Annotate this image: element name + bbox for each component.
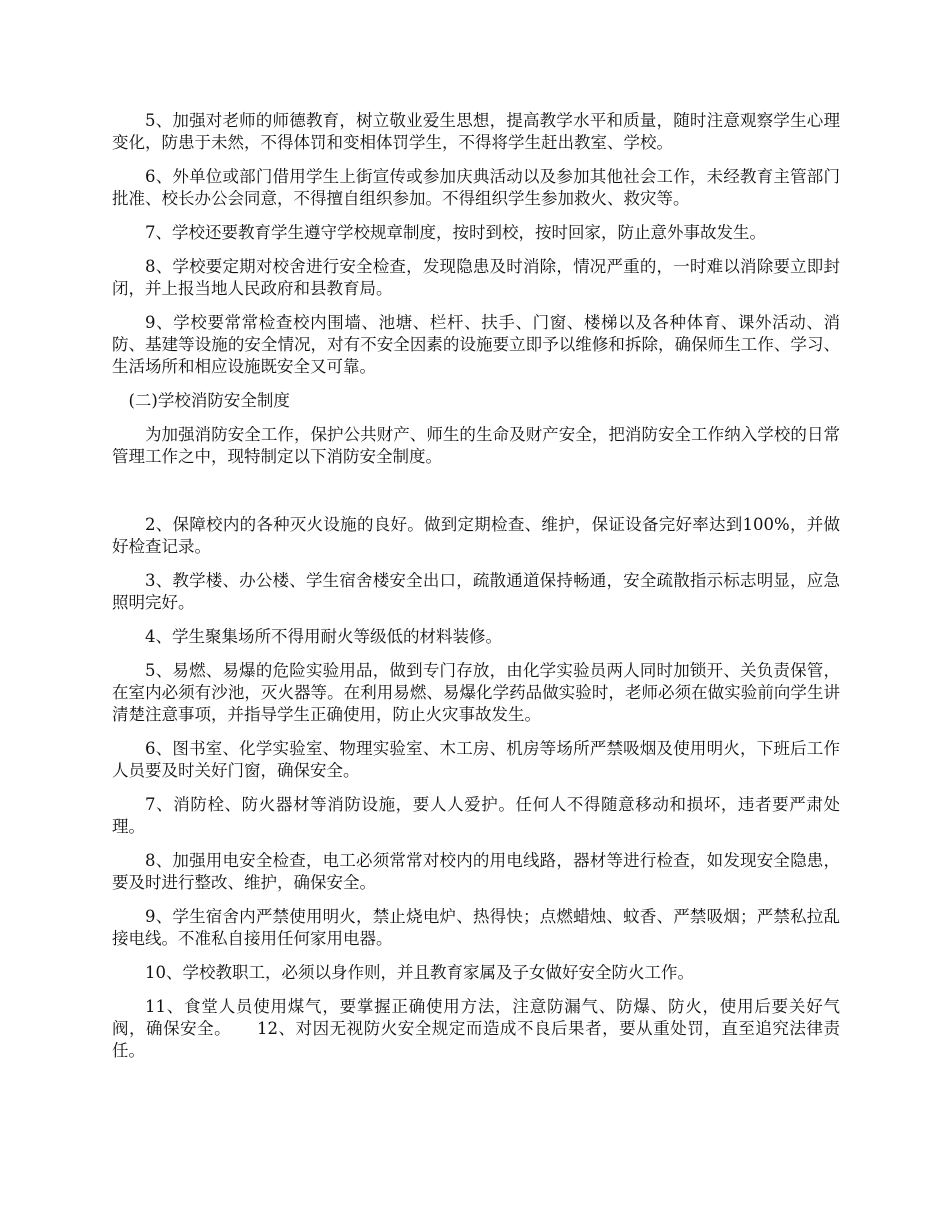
paragraph-hazardous-materials: 5、易燃、易爆的危险实验用品，做到专门存放，由化学实验员两人同时加锁开、关负责保管，在室内必须有沙池，灭火器等。在利用易燃、易爆化学药品做实验时，老师必须在做实验前向学生讲清楚注意事项，并指导学生正确使用，防止火灾事故发生。 bbox=[112, 661, 840, 724]
document-page bbox=[112, 110, 840, 1074]
paragraph-dormitory-rules: 9、学生宿舍内严禁使用明火，禁止烧电炉、热得快；点燃蜡烛、蚊香、严禁吸烟；严禁私拉乱接电线。不准私自接用任何家用电器。 bbox=[112, 907, 840, 948]
paragraph-decoration-materials: 4、学生聚集场所不得用耐火等级低的材料装修。 bbox=[145, 627, 502, 646]
paragraph-building-inspection: 8、学校要定期对校舍进行安全检查，发现隐患及时消除，情况严重的，一时难以消除要立即封闭，并上报当地人民政府和县教育局。 bbox=[112, 257, 840, 298]
paragraph-teacher-ethics: 5、加强对老师的师德教育，树立敬业爱生思想，提高教学水平和质量，随时注意观察学生心理变化，防患于未然，不得体罚和变相体罚学生，不得将学生赶出教室、学校。 bbox=[112, 111, 840, 152]
paragraph-outside-activities: 6、外单位或部门借用学生上街宣传或参加庆典活动以及参加其他社会工作，未经教育主管部门批准、校长办公会同意，不得擅自组织参加。不得组织学生参加救火、救灾等。 bbox=[112, 167, 840, 208]
paragraph-fire-intro: 为加强消防安全工作，保护公共财产、师生的生命及财产安全，把消防安全工作纳入学校的日常管理工作之中，现特制定以下消防安全制度。 bbox=[112, 425, 840, 466]
blank-gap bbox=[112, 480, 840, 514]
paragraph-canteen-gas: 11、食堂人员使用煤气，要掌握正确使用方法，注意防漏气、防爆、防火，使用后要关好气阀，确保安全。 12、对因无视防火安全规定而造成不良后果者，要从重处罚，直至追究法律责任。 bbox=[112, 997, 840, 1060]
paragraph-school-rules: 7、学校还要教育学生遵守学校规章制度，按时到校，按时回家，防止意外事故发生。 bbox=[145, 223, 766, 242]
paragraph-safety-exits: 3、教学楼、办公楼、学生宿舍楼安全出口，疏散通道保持畅通，安全疏散指示标志明显，应急照明完好。 bbox=[112, 571, 840, 612]
paragraph-electrical-safety: 8、加强用电安全检查，电工必须常常对校内的用电线路，器材等进行检查，如发现安全隐患，要及时进行整改、维护，确保安全。 bbox=[112, 851, 840, 892]
paragraph-facility-inspection: 9、学校要常常检查校内围墙、池塘、栏杆、扶手、门窗、楼梯以及各种体育、课外活动、消防、基建等设施的安全情况，对有不安全因素的设施要立即予以维修和拆除，确保师生工作、学习、生活场所和相应设施既安全又可靠。 bbox=[112, 313, 840, 376]
section-heading: (二)学校消防安全制度 bbox=[128, 391, 290, 410]
paragraph-fire-hydrants: 7、消防栓、防火器材等消防设施，要人人爱护。任何人不得随意移动和损坏，违者要严肃处理。 bbox=[112, 795, 840, 836]
paragraph-staff-example: 10、学校教职工，必须以身作则，并且教育家属及子女做好安全防火工作。 bbox=[145, 963, 694, 982]
paragraph-no-smoking: 6、图书室、化学实验室、物理实验室、木工房、机房等场所严禁吸烟及使用明火，下班后工作人员要及时关好门窗，确保安全。 bbox=[112, 739, 840, 780]
paragraph-fire-equipment: 2、保障校内的各种灭火设施的良好。做到定期检查、维护，保证设备完好率达到100%，并做好检查记录。 bbox=[112, 515, 840, 556]
